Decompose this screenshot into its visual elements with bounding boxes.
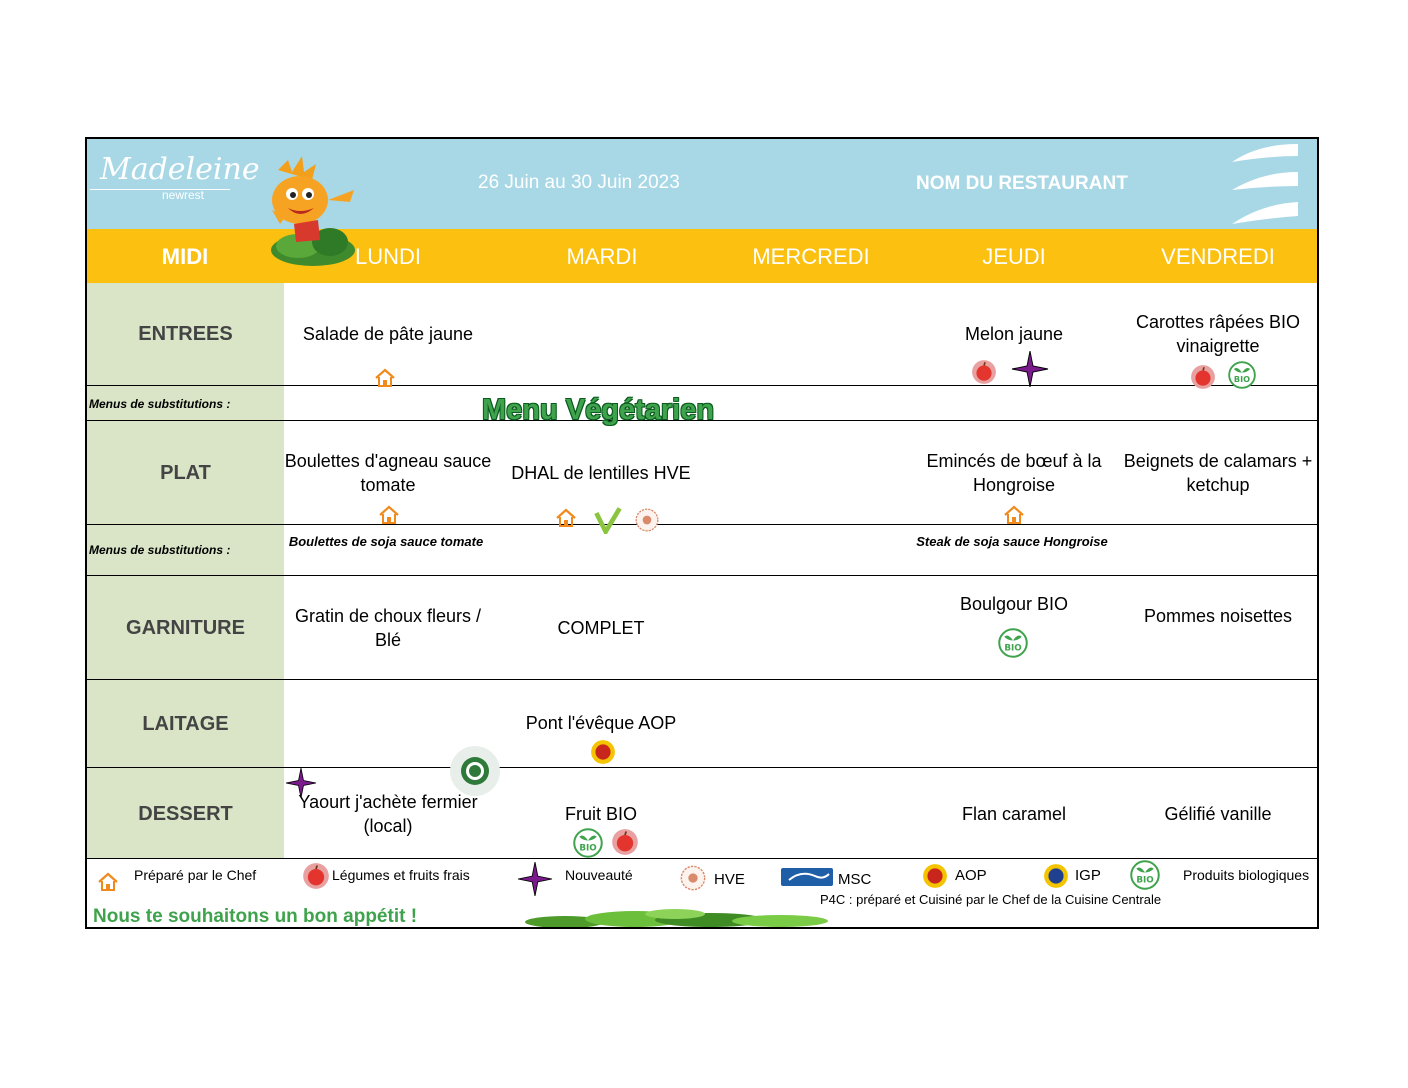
entree-vendredi: Carottes râpées BIO vinaigrette bbox=[1135, 312, 1301, 356]
dessert-lundi: Yaourt j'achète fermier (local) bbox=[298, 792, 478, 836]
legend-igp: IGP bbox=[1075, 867, 1101, 884]
legend-p4c: P4C : préparé et Cuisiné par le Chef de la Cuisine Centrale bbox=[820, 892, 1162, 907]
subs-label-plat: Menus de substitutions : bbox=[89, 543, 231, 557]
brand-logo: Madeleine bbox=[100, 152, 260, 187]
plat-mardi: DHAL de lentilles HVE bbox=[511, 463, 691, 483]
legend-bio: Produits biologiques bbox=[1183, 867, 1310, 883]
cat-plat: PLAT bbox=[160, 462, 211, 484]
legend-chef: Préparé par le Chef bbox=[134, 867, 257, 883]
entree-lundi: Salade de pâte jaune bbox=[302, 324, 474, 344]
plat-sub-lundi: Boulettes de soja sauce tomate bbox=[288, 534, 484, 549]
menu-dates: 26 Juin au 30 Juin 2023 bbox=[478, 172, 680, 193]
dessert-jeudi: Flan caramel bbox=[961, 804, 1067, 824]
cat-entrees: ENTREES bbox=[138, 323, 233, 345]
garniture-vendredi: Pommes noisettes bbox=[1143, 606, 1293, 626]
brand-sub: newrest bbox=[162, 188, 205, 202]
bon-appetit-message: Nous te souhaitons un bon appétit ! bbox=[93, 906, 418, 927]
day-mercredi: MERCREDI bbox=[752, 244, 870, 269]
garniture-jeudi: Boulgour BIO bbox=[959, 594, 1069, 614]
day-vendredi: VENDREDI bbox=[1161, 244, 1275, 269]
entree-jeudi: Melon jaune bbox=[964, 324, 1064, 344]
garniture-lundi: Gratin de choux fleurs / Blé bbox=[294, 606, 482, 650]
menu-frame bbox=[85, 137, 1319, 929]
plat-sub-jeudi: Steak de soja sauce Hongroise bbox=[916, 534, 1108, 549]
day-lundi: LUNDI bbox=[354, 244, 421, 269]
legend-aop: AOP bbox=[955, 867, 987, 884]
cat-garniture: GARNITURE bbox=[126, 617, 245, 639]
cat-dessert: DESSERT bbox=[138, 803, 233, 825]
day-jeudi: JEUDI bbox=[982, 244, 1046, 269]
dessert-vendredi: Gélifié vanille bbox=[1164, 804, 1272, 824]
laitage-mardi: Pont l'évêque AOP bbox=[525, 713, 677, 733]
subs-label-entrees: Menus de substitutions : bbox=[89, 397, 231, 411]
dessert-mardi: Fruit BIO bbox=[564, 804, 637, 824]
garniture-mardi: COMPLET bbox=[557, 618, 645, 638]
legend-nouveaute: Nouveauté bbox=[565, 867, 633, 883]
cat-laitage: LAITAGE bbox=[142, 713, 229, 735]
midi-label: MIDI bbox=[161, 244, 209, 269]
legend-msc: MSC bbox=[838, 871, 872, 888]
restaurant-name: NOM DU RESTAURANT bbox=[916, 173, 1128, 194]
legend-legumes: Légumes et fruits frais bbox=[332, 867, 470, 883]
plat-lundi: Boulettes d'agneau sauce tomate bbox=[284, 451, 492, 495]
legend-hve: HVE bbox=[714, 871, 745, 888]
plat-jeudi: Emincés de bœuf à la Hongroise bbox=[926, 451, 1102, 495]
plat-vendredi: Beignets de calamars + ketchup bbox=[1123, 451, 1313, 495]
vegetarian-menu-banner: Menu Végétarien bbox=[482, 394, 715, 426]
day-mardi: MARDI bbox=[566, 244, 638, 269]
